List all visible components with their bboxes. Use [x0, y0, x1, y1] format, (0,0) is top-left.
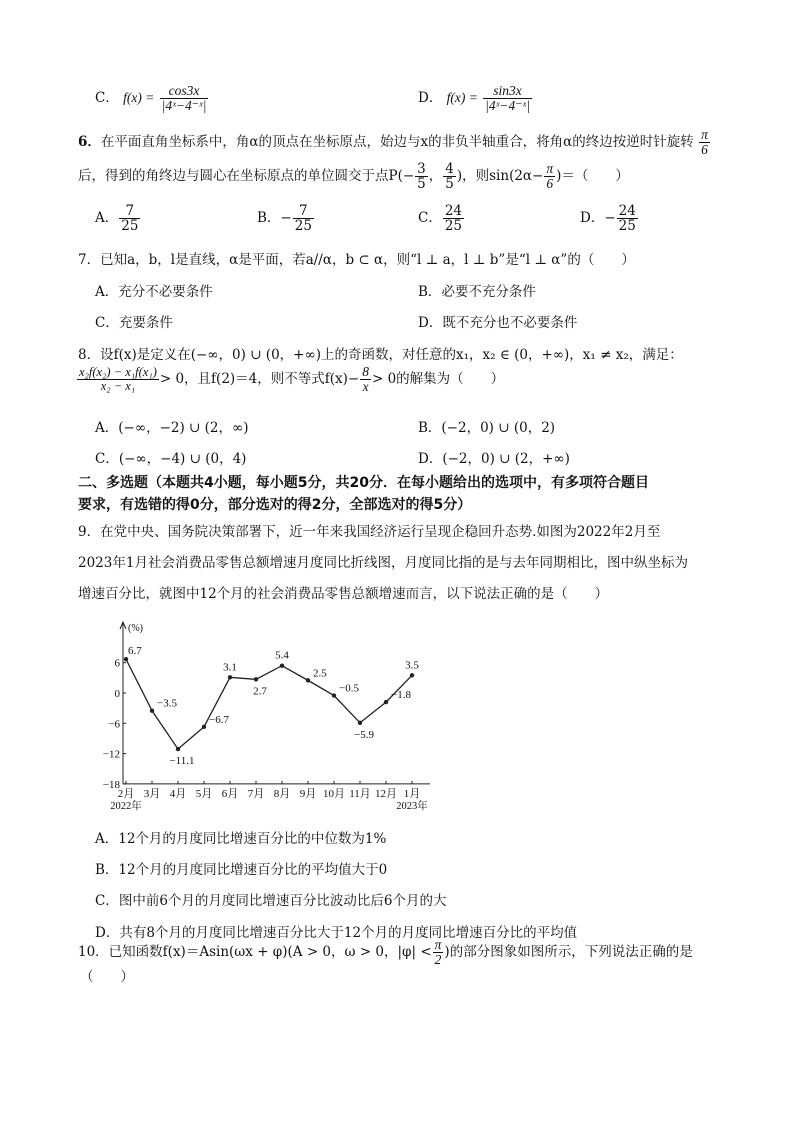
data-point [228, 675, 232, 679]
q9-stem-line2: 2023年1月社会消费品零售总额增速月度同比折线图，月度同比指的是与去年同期相比，图中纵坐标为 [78, 555, 688, 571]
q7-option-c[interactable]: C．充要条件 [95, 315, 173, 331]
y-tick-label: 0 [114, 688, 120, 700]
q8-option-d[interactable]: D．(−2，0) ∪ (2，+∞) [418, 451, 570, 467]
x-tick-label: 2月 [117, 787, 135, 800]
denominator: 25 [121, 218, 139, 235]
q7-option-b[interactable]: B．必要不充分条件 [418, 284, 536, 300]
q10-answer-blank: （ ） [80, 969, 134, 985]
stem-text: )的部分图象如图所示，下列说法正确的是 [444, 944, 693, 961]
x-tick-label: 9月 [299, 787, 317, 800]
x-tick-label: 4月 [169, 787, 187, 800]
data-label: −0.5 [339, 682, 359, 695]
section-heading-line1: 二、多选题（本题共4小题，每小题5分，共20分．在每小题给出的选项中，有多项符合题目 [78, 475, 649, 491]
data-label: 3.1 [223, 661, 237, 674]
stem-text: 10．已知函数f(x)＝Asin(ωx + φ)(A > 0，ω > 0，|φ| < [78, 944, 432, 961]
x-tick-label: 8月 [273, 787, 291, 800]
year-end-label: 2023年 [396, 800, 428, 812]
data-point [358, 721, 362, 725]
numerator: 3 [417, 161, 426, 177]
numerator: sin3x [483, 84, 532, 99]
data-label: 2.7 [253, 685, 267, 698]
numerator: 8 [362, 364, 369, 379]
section-heading-line2: 要求，有选错的得0分，部分选对的得2分，全部选对的得5分） [78, 497, 472, 513]
q8-option-a[interactable]: A．(−∞，−2) ∪ (2，∞) [95, 420, 249, 436]
data-point [410, 673, 414, 677]
numerator: π [546, 161, 554, 176]
data-point [150, 708, 154, 712]
x-tick-label: 12月 [375, 787, 397, 800]
data-label: −11.1 [169, 755, 195, 768]
data-point [124, 657, 128, 661]
denominator: x₂ − x₁ [100, 379, 136, 394]
denominator: 25 [294, 218, 312, 235]
option-label: D． [580, 210, 605, 227]
denominator: 5 [417, 176, 426, 193]
denominator: |4ˣ−4⁻ˣ| [161, 98, 207, 114]
fraction [433, 938, 444, 967]
data-point [280, 664, 284, 668]
numerator: π [701, 127, 708, 142]
stem-text: > 0，且f(2)＝4，则不等式f(x)− [159, 371, 360, 388]
x-tick-label: 10月 [323, 787, 345, 800]
x-tick-label: 6月 [221, 787, 239, 800]
stem-text: > 0的解集为（ ） [371, 371, 505, 388]
year-start-label: 2022年 [110, 800, 142, 812]
option-label: C． [418, 210, 442, 227]
q9-stem-line3: 增速百分比，就图中12个月的社会消费品零售总额增速而言，以下说法正确的是（ ） [78, 586, 609, 602]
denominator: 6 [546, 176, 554, 192]
data-label: −1.8 [391, 689, 411, 702]
option-sign: − [280, 210, 292, 227]
q7-option-a[interactable]: A．充分不必要条件 [95, 284, 213, 300]
denominator: |4ˣ−4⁻ˣ| [485, 98, 530, 114]
option-sign: − [604, 210, 616, 227]
data-point [332, 693, 336, 697]
q9-stem-line1: 9．在党中央、国务院决策部署下，近一年来我国经济运行呈现企稳回升态势.如图为2022年2月至 [78, 524, 661, 540]
denominator: 5 [445, 176, 454, 193]
denominator: 6 [701, 142, 708, 158]
numerator: x₂f(x₂) − x₁f(x₁) [79, 365, 157, 380]
option-label: B． [257, 210, 281, 227]
numerator: 24 [618, 203, 636, 219]
option-label: C． [95, 90, 119, 107]
q9-option-c[interactable]: C．图中前6个月的月度同比增速百分比波动比后6个月的大 [95, 893, 447, 909]
option-label: D． [418, 90, 443, 107]
data-point [176, 747, 180, 751]
data-label: −3.5 [157, 697, 177, 710]
numerator: π [434, 937, 442, 952]
q8-option-b[interactable]: B．(−2，0) ∪ (0，2) [418, 420, 556, 436]
q9-option-b[interactable]: B．12个月的月度同比增速百分比的平均值大于0 [95, 862, 388, 878]
data-label: −5.9 [354, 728, 374, 741]
data-point [306, 678, 310, 682]
data-label: −6.7 [209, 713, 229, 726]
y-tick-label: −18 [102, 778, 120, 791]
numerator: 4 [445, 161, 454, 177]
data-label: 2.5 [313, 667, 327, 680]
numerator: 7 [119, 204, 140, 219]
numerator: 7 [293, 204, 314, 219]
denominator: x [362, 379, 369, 395]
denominator: 2 [434, 952, 442, 968]
y-tick-label: −6 [108, 718, 120, 731]
q10-stem-line1 [78, 926, 693, 968]
q8-stem-line1: 8．设f(x)是定义在(−∞，0) ∪ (0，+∞)上的奇函数，对任意的x₁，x₂ ∈ (0，+∞)，x₁ ≠ x₂，满足： [78, 347, 683, 363]
separator: ， [428, 168, 443, 185]
y-axis-label: (%) [128, 623, 143, 634]
q9-option-d[interactable]: D．共有8个月的月度同比增速百分比大于12个月的月度同比增速百分比的平均值 [95, 925, 578, 941]
x-tick-label: 3月 [143, 787, 161, 800]
stem-text: 在平面直角坐标系中，角α的顶点在坐标原点，始边与x的非负半轴重合，将角α的终边按逆时针旋转 [100, 134, 694, 151]
data-label: 5.4 [275, 649, 289, 662]
stem-text: )，则sin(2α− [456, 168, 544, 185]
y-tick-label: 6 [114, 657, 120, 670]
x-tick-label: 11月 [349, 787, 371, 800]
data-label: 6.7 [128, 645, 142, 658]
x-tick-label: 7月 [247, 787, 265, 800]
q8-option-c[interactable]: C．(−∞，−4) ∪ (0，4) [95, 451, 247, 467]
data-point [384, 700, 388, 704]
data-point [254, 677, 258, 681]
question-number: 6． [78, 134, 101, 151]
numerator: 24 [444, 203, 463, 219]
denominator: 25 [618, 218, 636, 235]
data-label: 3.5 [405, 659, 419, 672]
denominator: 25 [444, 218, 463, 235]
function-lhs: f(x) = [446, 90, 478, 106]
q7-option-d[interactable]: D．既不充分也不必要条件 [418, 315, 578, 331]
x-tick-label: 1月 [403, 787, 421, 800]
q9-option-a[interactable]: A．12个月的月度同比增速百分比的中位数为1% [95, 831, 387, 847]
stem-text: 后，得到的角终边与圆心在坐标原点的单位圆交于点P(− [78, 168, 415, 185]
function-lhs: f(x) = [123, 90, 155, 106]
numerator: cos3x [160, 84, 209, 99]
data-point [202, 725, 206, 729]
answer-blank: )＝（ ） [556, 168, 629, 185]
x-tick-label: 5月 [195, 787, 213, 800]
option-label: A． [95, 210, 119, 227]
q7-stem: 7．已知a，b，l是直线，α是平面，若a//α，b ⊂ α，则“l ⊥ a，l ⊥ b”是“l ⊥ α”的（ ） [78, 252, 635, 268]
y-tick-label: −12 [102, 748, 120, 761]
